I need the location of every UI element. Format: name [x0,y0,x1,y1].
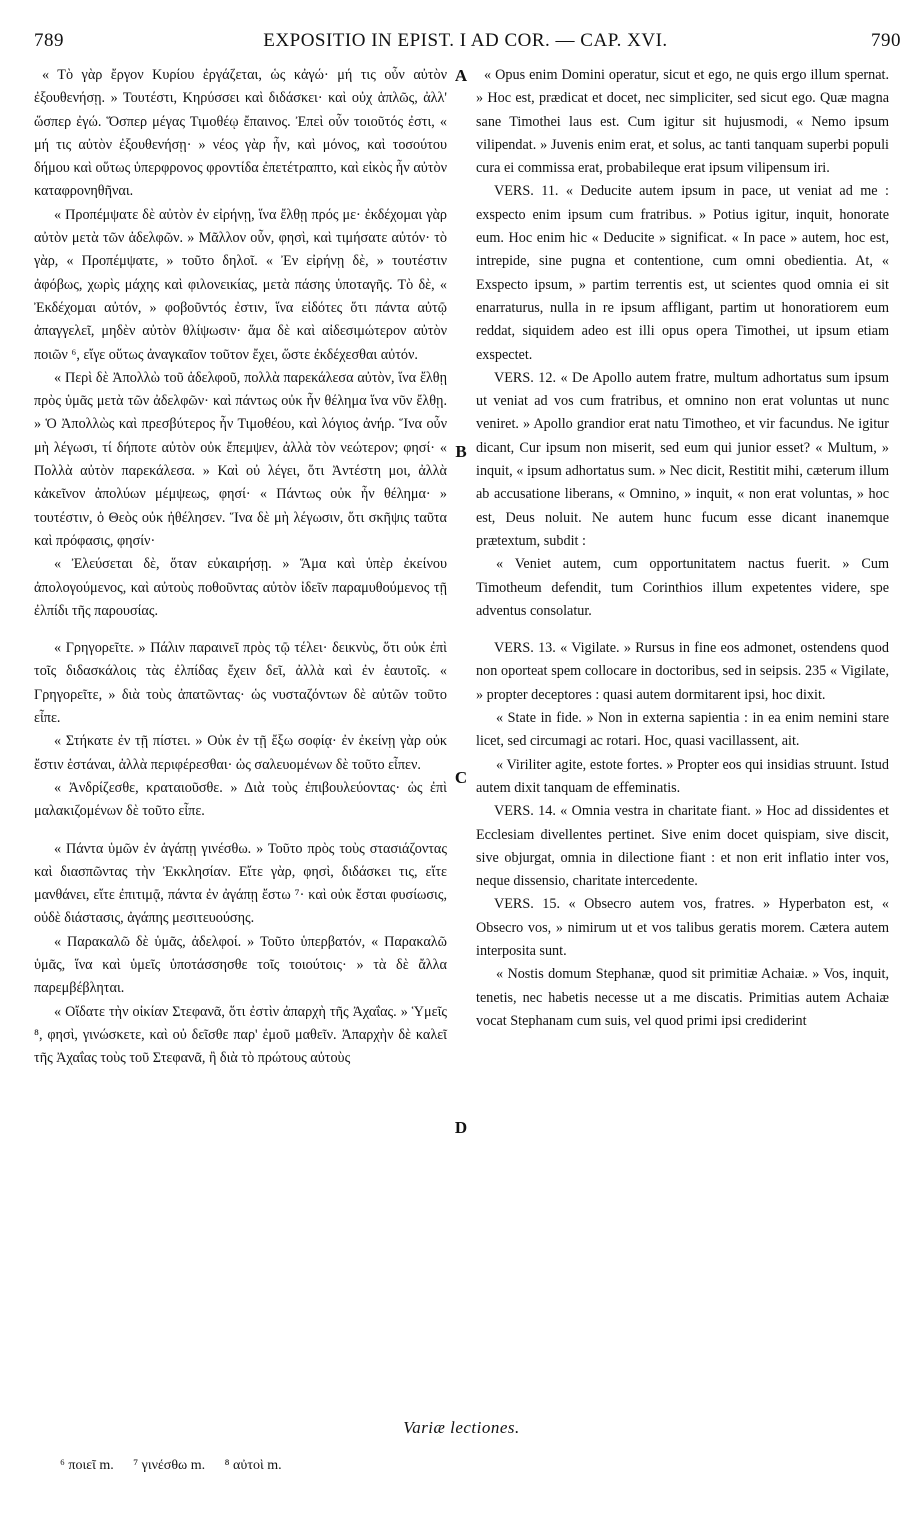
latin-paragraph: « Veniet autem, cum opportunitatem nactus fuerit. » Cum Timotheum defendit, tum Corinthios illum expetentes videre, spe adventus consolatur. [476,556,889,619]
latin-paragraph: VERS. 15. « Obsecro autem vos, fratres. » Hyperbaton est, « Obsecro vos, » nimirum ut et vos talibus geratis morem. Cætera autem interposita sunt. [476,896,889,959]
greek-paragraph: « Προπέμψατε δὲ αὐτὸν ἐν εἰρήνῃ, ἵνα ἔλθῃ πρός με· ἐκδέχομαι γὰρ αὐτὸν μετὰ τῶν ἀδελφῶν. » Μᾶλλον οὖν, φησὶ, καὶ τιμήσατε αὐτόν· τὸ γὰρ, « Προπέμψατε, » τοῦτο δηλοῖ. « Ἐν εἰρήνῃ δὲ, » τουτέστιν ἀφόβως, χωρὶς μάχης καὶ φιλονεικίας, μετὰ πάσης ὑποταγῆς. Τὸ δὲ, « Ἐκδέχομαι αὐτόν, » φοβοῦντός ἐστιν, ἵνα εἰδότες ὅτι πάντα αὐτῷ ἀπαγγελεῖ, μηδὲν αὐτὸν θλίψωσιν· ἅμα δὲ καὶ αἰδεσιμώτερον αὐτὸν ποιῶν ⁶, εἴγε οὕτως ἀναγκαῖον τοῦτον ἔχει, ὥστε ἐκδέχεσθαι αὐτόν. [34,206,447,363]
page-number-left: 789 [34,30,64,51]
greek-paragraph: « Γρηγορεῖτε. » Πάλιν παραινεῖ πρὸς τῷ τέλει· δεικνὺς, ὅτι οὐκ ἐπὶ τοῖς διδασκάλοις τὰς ἐλπίδας ἔχειν δεῖ, ἀλλὰ καὶ ἐν ἑαυτοῖς. « Γρηγορεῖτε, » διὰ τοὺς ἀπατῶντας· ὡς νυσταζόντων δὲ αὐτῶν τοῦτο εἶπε. [34,640,447,727]
variae-lectiones-heading: Variæ lectiones. [403,1418,520,1437]
latin-paragraph: « Nostis domum Stephanæ, quod sit primitiæ Achaiæ. » Vos, inquit, tenetis, nec habetis necesse ut a me discatis. Primitias autem Achaiæ vocat Stephanam cum suis, vel quod primi ipsi crediderint [476,966,889,1029]
greek-paragraph: « Πάντα ὑμῶν ἐν ἀγάπῃ γινέσθω. » Τοῦτο πρὸς τοὺς στασιάζοντας καὶ διασπῶντας τὴν Ἐκκλησίαν. Εἴτε γὰρ, φησὶ, διδάσκει τις, εἴτε μανθάνει, εἴτε ἐπιτιμᾷ, πάντα ἐν ἀγάπῃ ἔστω ⁷· καὶ οὐκ ἔσται φυσίωσις, οὐδὲ διάστασις, ἀγάπης μεσιτευούσης. [34,840,447,927]
greek-paragraph: « Οἴδατε τὴν οἰκίαν Στεφανᾶ, ὅτι ἐστὶν ἀπαρχὴ τῆς Ἀχαΐας. » Ὑμεῖς ⁸, φησὶ, γινώσκετε, καὶ οὐ δεῖσθε παρ' ἐμοῦ μαθεῖν. Ἀπαρχὴν δὲ καλεῖ τῆς Ἀχαΐας τοὺς τοῦ Στεφανᾶ, ἢ διὰ τὸ πρώτους αὐτοὺς [34,1003,447,1067]
latin-column [476,64,889,1033]
latin-paragraph: VERS. 11. « Deducite autem ipsum in pace, ut veniat ad me : exspecto enim ipsum cum fratribus. » Potius igitur, inquit, honorate eum. Hoc enim hic « Deducite » significat. « In pace » autem, hoc est, intrepide, sine pugna et contentione, cum omni obedientia. At, « Exspecto ipsum, » partim terrentis est, ut scientes quod omnia ei sit enarraturus, nulla in re ipsum affligant, partim ut honoratiorem eum reddat, siquidem adeo est illi opus opera Timothei, ut ipsum etiam exspectet. [476,183,889,363]
margin-marker-b: B [455,442,467,461]
footnotes [60,1458,298,1474]
greek-paragraph: « Περὶ δὲ Ἀπολλὼ τοῦ ἀδελφοῦ, πολλὰ παρεκάλεσα αὐτὸν, ἵνα ἔλθῃ πρὸς ὑμᾶς μετὰ τῶν ἀδελφῶν· καὶ πάντως οὐκ ἦν θέλημα ἵνα νῦν ἔλθῃ. » Ὁ Ἀπολλὼς καὶ πρεσβύτερος ἦν Τιμοθέου, καὶ λόγιος ἀνήρ. Ἵνα οὖν μὴ λέγωσι, τί δήποτε αὐτὸν οὐκ ἔπεμψεν, ἀλλὰ τὸν νεώτερον; φησί· « Πολλὰ αὐτὸν παρεκάλεσα. » Καὶ οὐ λέγει, ὅτι Ἀντέστη μοι, ἀλλὰ κἀκεῖνον ἀπολύων μέμψεως, φησί· « Πάντως οὐκ ἦν θέλημα· » τουτέστιν, ὁ Θεὸς οὐκ ἠθέλησεν. Ἵνα δὲ μὴ λέγωσιν, ὅτι σκῆψις ταῦτα καὶ πρόφασις, φησίν· [34,369,447,549]
margin-marker-a: A [454,66,468,85]
latin-paragraph: « Viriliter agite, estote fortes. » Propter eos qui insidias struunt. Istud autem dixit tanquam de effeminatis. [476,756,889,796]
latin-paragraph: VERS. 13. « Vigilate. » Rursus in fine eos admonet, ostendens quod non oporteat spem collocare in doctoribus, sed in seipsis. 235 « Vigilate, » propter deceptores : quasi autem dormitarent ipsi, hoc dixit. [476,640,889,703]
greek-paragraph: « Τὸ γὰρ ἔργον Κυρίου ἐργάζεται, ὡς κἀγώ· μή τις οὖν αὐτὸν ἐξουθενήσῃ. » Τουτέστι, Κηρύσσει καὶ διδάσκει· καὶ οὐχ ἁπλῶς, ἀλλ' ὥσπερ ἐγώ. Ὅσπερ μέγας Τιμοθέῳ ἔπαινος. Ἐπεὶ οὖν τοιοῦτός ἐστι, « μή τις αὐτὸν ἐξουθενήσῃ· » νέος γὰρ ἦν, καὶ μόνος, καὶ τοσούτου δήμου καὶ οὕτως ὑπερφρονος φροντίδα ἐπετέτραπτο, καὶ εἰκὸς ἦν αὐτὸν καταφρονηθῆναι. [34,67,447,200]
greek-column [34,64,447,1070]
margin-marker-c: C [454,768,468,787]
greek-paragraph: « Ἀνδρίζεσθε, κραταιοῦσθε. » Διὰ τοὺς ἐπιβουλεύοντας· ὡς ἐπὶ μαλακιζομένων δὲ τοῦτο εἶπε. [34,779,447,820]
latin-paragraph: « Opus enim Domini operatur, sicut et ego, ne quis ergo illum spernat. » Hoc est, prædicat et docet, nec simpliciter, sed sicut ego. Quæ magna sane Timothei laus est. Cum igitur sit hujusmodi, « Nemo ipsum vilipendat. » Juvenis enim erat, et solus, ac tanti tanquam superbi populi cura ei commissa erat, probabileque erat ipsum vilipensum iri. [476,67,889,177]
footnote: ⁶ ποιεῖ m. [60,1458,114,1473]
greek-paragraph: « Παρακαλῶ δὲ ὑμᾶς, ἀδελφοί. » Τοῦτο ὑπερβατόν, « Παρακαλῶ ὑμᾶς, ἵνα καὶ ὑμεῖς ὑποτάσσησθε τοῖς τοιούτοις· » τὰ δὲ ἄλλα παρεμβέβληται. [34,933,447,997]
page-number-right: 790 [871,30,901,51]
footnote: ⁷ γινέσθω m. [133,1458,206,1473]
greek-paragraph: « Ἐλεύσεται δὲ, ὅταν εὐκαιρήσῃ. » Ἅμα καὶ ὑπὲρ ἐκείνου ἀπολογούμενος, καὶ αὐτοὺς ποθοῦντας αὐτὸν ἰδεῖν παραμυθούμενος τῇ ἐλπίδι τῆς παρουσίας. [34,556,447,619]
running-title: EXPOSITIO IN EPIST. I AD COR. — CAP. XVI. [263,30,668,51]
page-header [30,30,901,56]
greek-paragraph: « Στήκατε ἐν τῇ πίστει. » Οὐκ ἐν τῇ ἔξω σοφίᾳ· ἐν ἐκείνῃ γὰρ οὐκ ἔστιν ἑστάναι, ἀλλὰ περιφέρεσθαι· ὡς σαλευομένων δὲ τοῦτο εἶπεν. [34,733,447,773]
latin-paragraph: VERS. 14. « Omnia vestra in charitate fiant. » Hoc ad dissidentes et Ecclesiam divellentes pertinet. Sive enim docet quispiam, sive discit, sive objurgat, omnia in dilectione fiant : et non erit inflatio inter vos, neque dissensio, charitate intercedente. [476,803,889,890]
footnote: ⁸ αὐτοὶ m. [224,1458,282,1473]
latin-paragraph: « State in fide. » Non in externa sapientia : in ea enim nemini stare licet, sed circumagi ac rotari. Hoc, quasi vacillassent, ait. [476,710,889,750]
latin-paragraph: VERS. 12. « De Apollo autem fratre, multum adhortatus sum ipsum ut veniat ad vos cum fratribus, et omnino non erat voluntas ut nunc veniret. » Apollo grandior erat natu Timotheo, et vir facundus. Ne igitur dicant, Cur ipsum non miserit, sed eum qui junior esset? « Multum, » inquit, « ipsum adhortatus sum. » Nec dicit, Restitit mihi, cæterum illum ab accusatione liberans, « Omnino, » inquit, « non erat voluntas, » hoc est, Deus noluit. Ne autem hunc fucum esse dicant inanemque prætextum, subdit : [476,369,889,549]
margin-marker-d: D [454,1118,468,1137]
